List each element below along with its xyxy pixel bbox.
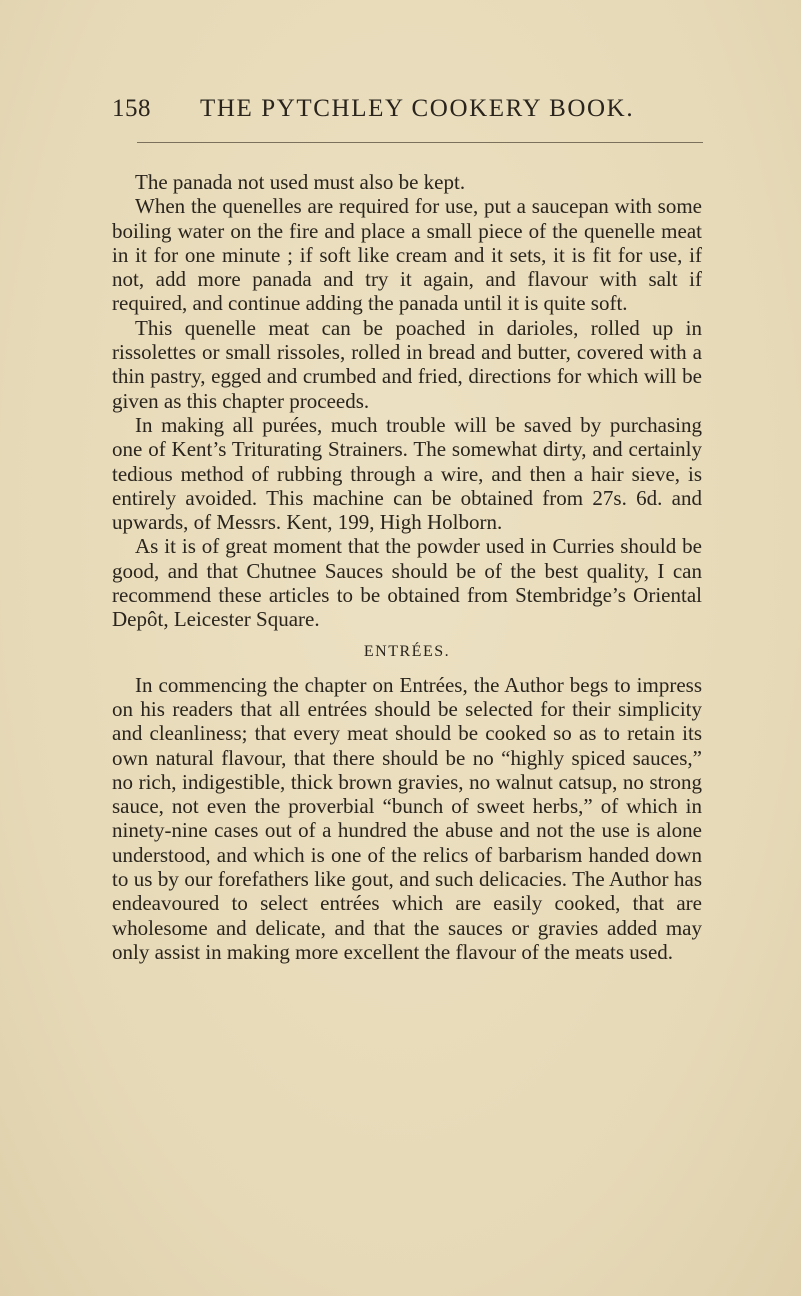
header-rule — [137, 142, 703, 143]
paragraph-purees: In making all purées, much trouble will be saved by purchasing one of Kent’s Triturating Strainers. The somewhat dirty, and certainly tedious method of rubbing through a wire, and then a hair sieve, is entirely avoided. This machine can be obtained from 27s. 6d. and upwards, of Messrs. Kent, 199, High Holborn. — [112, 412, 702, 535]
paragraph-quenelle-uses: This quenelle meat can be poached in darioles, rolled up in rissolettes or small rissoles, rolled in bread and butter, covered with a thin pastry, egged and crumbed and fried, directions for which will be given as this chapter proceeds. — [112, 315, 702, 413]
page-number: 158 — [112, 95, 151, 122]
paragraph-panada-kept: The panada not used must also be kept. — [135, 170, 466, 194]
section-heading-entrees: ENTRÉES. — [363, 642, 451, 660]
running-title: THE PYTCHLEY COOKERY BOOK. — [200, 95, 635, 122]
page-header — [112, 95, 692, 135]
paragraph-quenelle-test: When the quenelles are required for use, put a saucepan with some boiling water on the fire and place a small piece of the quenelle meat in it for one minute ; if soft like cream and it sets, it is fit for use, if not, add more panada and try it again, and flavour with salt if required, and continue adding the panada until it is quite soft. — [112, 194, 702, 316]
paragraph-curries: As it is of great moment that the powder used in Curries should be good, and that Chutnee Sauces should be of the best quality, I can recommend these articles to be obtained from Stembridge’s Oriental Depôt, Leicester Square. — [112, 534, 702, 632]
paragraph-entrees-intro: In commencing the chapter on Entrées, the Author begs to impress on his readers that all entrées should be selected for their simplicity and cleanliness; that every meat should be cooked so as to retain its own natural flavour, that there should be no “highly spiced sauces,” no rich, indigestible, thick brown gravies, no walnut catsup, no strong sauce, not even the proverbial “bunch of sweet herbs,” of which in ninety-nine cases out of a hundred the abuse and not the use is alone understood, and which is one of the relics of barbarism handed down to us by our forefathers like gout, and such delicacies. The Author has endeavoured to select entrées which are easily cooked, that are wholesome and delicate, and that the sauces or gravies added may only assist in making more excellent the flavour of the meats used. — [112, 672, 702, 964]
body-text — [112, 170, 702, 964]
